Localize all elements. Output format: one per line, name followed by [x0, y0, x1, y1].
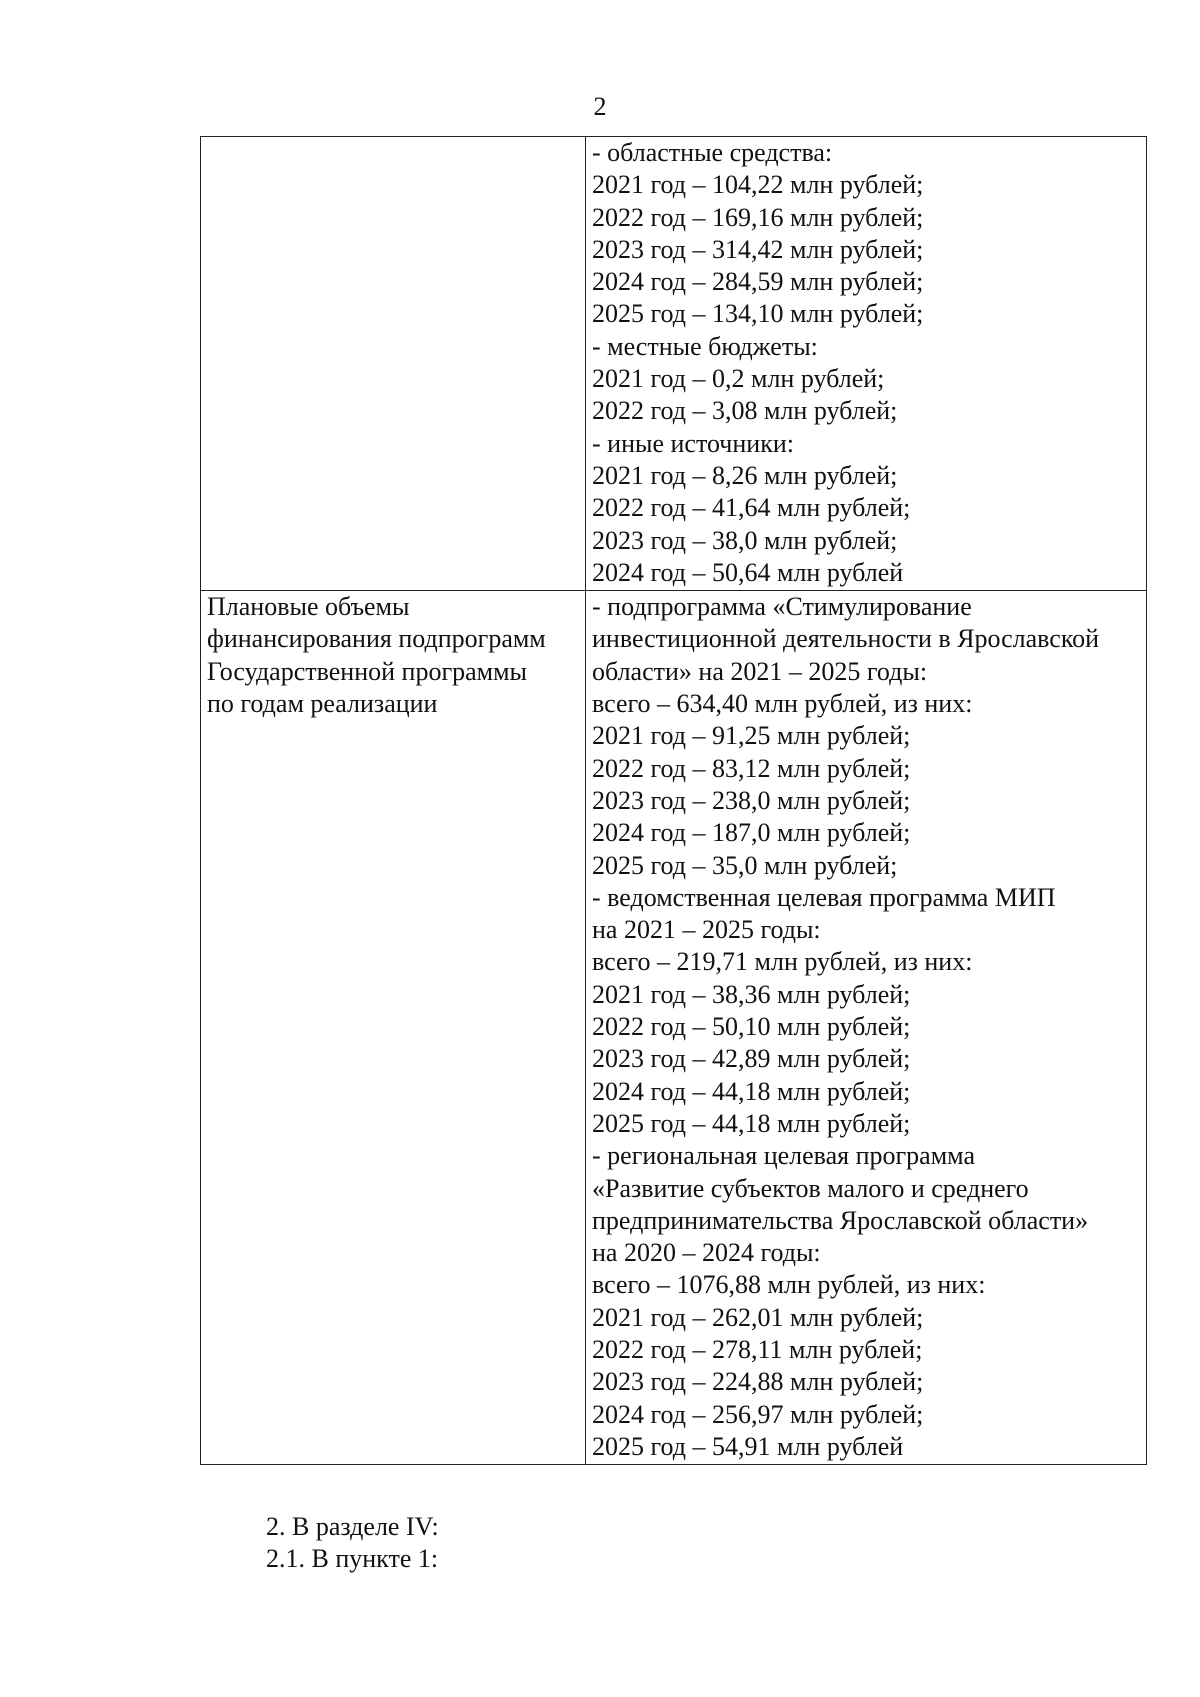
- text-line: 2025 год – 134,10 млн рублей;: [592, 299, 924, 329]
- text-line: 2023 год – 224,88 млн рублей;: [592, 1367, 924, 1397]
- text-line: - местные бюджеты:: [592, 331, 818, 361]
- text-line: 2021 год – 38,36 млн рублей;: [592, 979, 911, 1009]
- text-line: Государственной программы: [207, 656, 528, 686]
- text-line: финансирования подпрограмм: [207, 624, 546, 654]
- section-heading: 2. В разделе IV:: [266, 1512, 439, 1541]
- text-line: 2022 год – 50,10 млн рублей;: [592, 1012, 911, 1042]
- text-line: 2025 год – 54,91 млн рублей: [592, 1431, 904, 1461]
- table-cell-left-empty: [201, 137, 586, 591]
- text-line: 2024 год – 50,64 млн рублей: [592, 557, 904, 587]
- text-line: 2023 год – 38,0 млн рублей;: [592, 525, 898, 555]
- text-line: 2021 год – 262,01 млн рублей;: [592, 1302, 924, 1332]
- text-line: 2025 год – 44,18 млн рублей;: [592, 1108, 911, 1138]
- text-line: 2022 год – 41,64 млн рублей;: [592, 493, 911, 523]
- text-line: 2022 год – 278,11 млн рублей;: [592, 1334, 923, 1364]
- text-line: 2021 год – 91,25 млн рублей;: [592, 721, 911, 751]
- text-line: 2022 год – 3,08 млн рублей;: [592, 396, 898, 426]
- text-line: 2022 год – 83,12 млн рублей;: [592, 753, 911, 783]
- text-line: области» на 2021 – 2025 годы:: [592, 656, 928, 686]
- table-row: [201, 591, 1147, 1465]
- text-line: 2025 год – 35,0 млн рублей;: [592, 850, 898, 880]
- text-line: 2024 год – 44,18 млн рублей;: [592, 1076, 911, 1106]
- text-line: 2023 год – 42,89 млн рублей;: [592, 1044, 911, 1074]
- text-line: - подпрограмма «Стимулирование: [592, 592, 972, 622]
- funding-table: [200, 136, 1147, 1465]
- subsection-heading: 2.1. В пункте 1:: [266, 1544, 439, 1573]
- page-number: 2: [593, 92, 607, 121]
- table-cell-right: [586, 137, 1147, 591]
- text-line: всего – 1076,88 млн рублей, из них:: [592, 1270, 986, 1300]
- text-line: - региональная целевая программа: [592, 1141, 975, 1171]
- text-line: 2023 год – 238,0 млн рублей;: [592, 785, 911, 815]
- text-line: 2024 год – 256,97 млн рублей;: [592, 1399, 924, 1429]
- text-line: 2021 год – 104,22 млн рублей;: [592, 170, 924, 200]
- table-cell-right: [586, 591, 1147, 1465]
- table-row: [201, 137, 1147, 591]
- text-line: по годам реализации: [207, 689, 438, 719]
- text-line: - иные источники:: [592, 428, 794, 458]
- text-line: 2024 год – 284,59 млн рублей;: [592, 267, 924, 297]
- text-line: на 2020 – 2024 годы:: [592, 1238, 821, 1268]
- text-line: - ведомственная целевая программа МИП: [592, 882, 1056, 912]
- table-cell-left-label: [201, 591, 586, 1465]
- text-line: 2024 год – 187,0 млн рублей;: [592, 818, 911, 848]
- text-line: 2021 год – 0,2 млн рублей;: [592, 364, 885, 394]
- text-line: Плановые объемы: [207, 592, 410, 622]
- text-line: 2022 год – 169,16 млн рублей;: [592, 202, 924, 232]
- text-line: - областные средства:: [592, 138, 833, 167]
- text-line: предпринимательства Ярославской области»: [592, 1205, 1089, 1235]
- text-line: 2023 год – 314,42 млн рублей;: [592, 234, 924, 264]
- text-line: 2021 год – 8,26 млн рублей;: [592, 460, 898, 490]
- text-line: всего – 219,71 млн рублей, из них:: [592, 947, 973, 977]
- text-line: всего – 634,40 млн рублей, из них:: [592, 689, 973, 719]
- text-line: на 2021 – 2025 годы:: [592, 915, 821, 945]
- footer-text: [266, 1511, 439, 1575]
- text-line: инвестиционной деятельности в Ярославской: [592, 624, 1100, 654]
- text-line: «Развитие субъектов малого и среднего: [592, 1173, 1029, 1203]
